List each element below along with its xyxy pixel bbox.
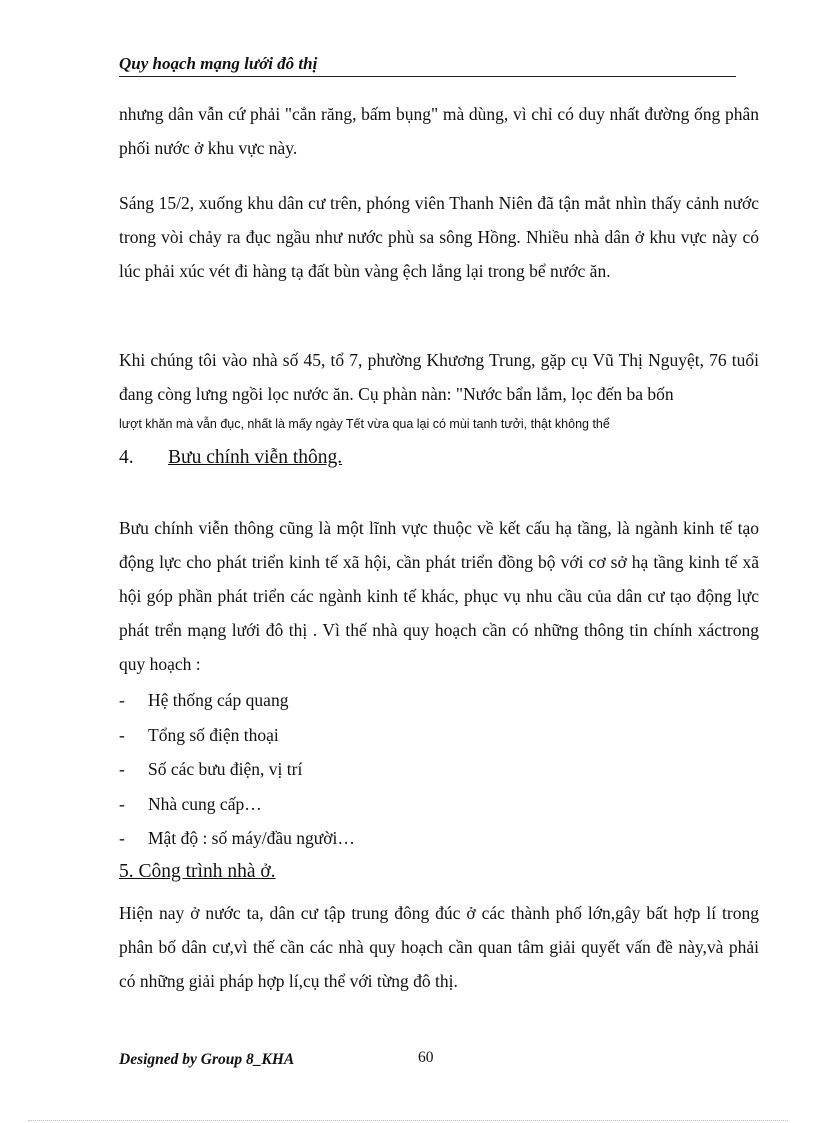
list-item: - Số các bưu điện, vị trí — [119, 759, 303, 779]
footer-credit: Designed by Group 8_KHA — [119, 1051, 295, 1068]
section-5-body: Hiện nay ở nước ta, dân cư tập trung đông đúc ở các thành phố lớn,gây bất hợp lí trong phân bố dân cư,vì thế cần các nhà quy hoạch cần quan tâm giải quyết vấn đề này,và phải có những giải pháp hợp lí,cụ thể với từng đô thị. — [119, 903, 759, 991]
section-4-heading — [119, 444, 342, 472]
list-item: - Tổng số điện thoại — [119, 724, 279, 745]
paragraph-water-complaint: nhưng dân vẫn cứ phải "cắn răng, bấm bụng" mà dùng, vì chỉ có duy nhất đường ống phân phối nước ở khu vực này. — [119, 104, 759, 158]
page-number: 60 — [418, 1049, 434, 1066]
list-item: - Nhà cung cấp… — [119, 793, 262, 814]
list-item: - Hệ thống cáp quang — [119, 690, 289, 710]
section-4-body: Bưu chính viễn thông cũng là một lĩnh vực thuộc về kết cấu hạ tầng, là ngành kinh tế tạo động lực cho phát triển kinh tế xã hội, cần phát triển đồng bộ với cơ sở hạ tầng kinh tế xã hội góp phần phát triển các ngành kinh tế khác, phục vụ nhu cầu của dân cư tạo động lực phát trển mạng lưới đô thị . Vì thế nhà quy hoạch cần có những thông tin chính xáctrong quy hoạch : — [119, 518, 759, 674]
list-item: - Mật độ : số máy/đầu người… — [119, 828, 355, 848]
paragraph-resident-quote: Khi chúng tôi vào nhà số 45, tổ 7, phường Khương Trung, gặp cụ Vũ Thị Nguyệt, 76 tuổi đang còng lưng ngồi lọc nước ăn. Cụ phàn nàn: "Nước bẩn lắm, lọc đến ba bốn — [119, 350, 759, 404]
page-bottom-divider — [28, 1120, 788, 1121]
section-4-title: Bưu chính viễn thông. — [168, 447, 343, 468]
section-5-heading: 5. Công trình nhà ở. — [119, 861, 276, 882]
paragraph-reporter-observation: Sáng 15/2, xuống khu dân cư trên, phóng viên Thanh Niên đã tận mắt nhìn thấy cảnh nước trong vòi chảy ra đục ngầu như nước phù sa sông Hồng. Nhiều nhà dân ở khu vực này có lúc phải xúc vét đi hàng tạ đất bùn vàng ệch lắng lại trong bể nước ăn. — [119, 193, 759, 281]
page-header-title: Quy hoạch mạng lưới đô thị — [119, 54, 736, 77]
paragraph-resident-quote-continued: lượt khăn mà vẫn đục, nhất là mấy ngày Tết vừa qua lại có mùi tanh tưởi, thật không thể — [119, 417, 610, 431]
info-bullet-list — [119, 683, 355, 856]
section-4-number: 4. — [119, 447, 134, 468]
